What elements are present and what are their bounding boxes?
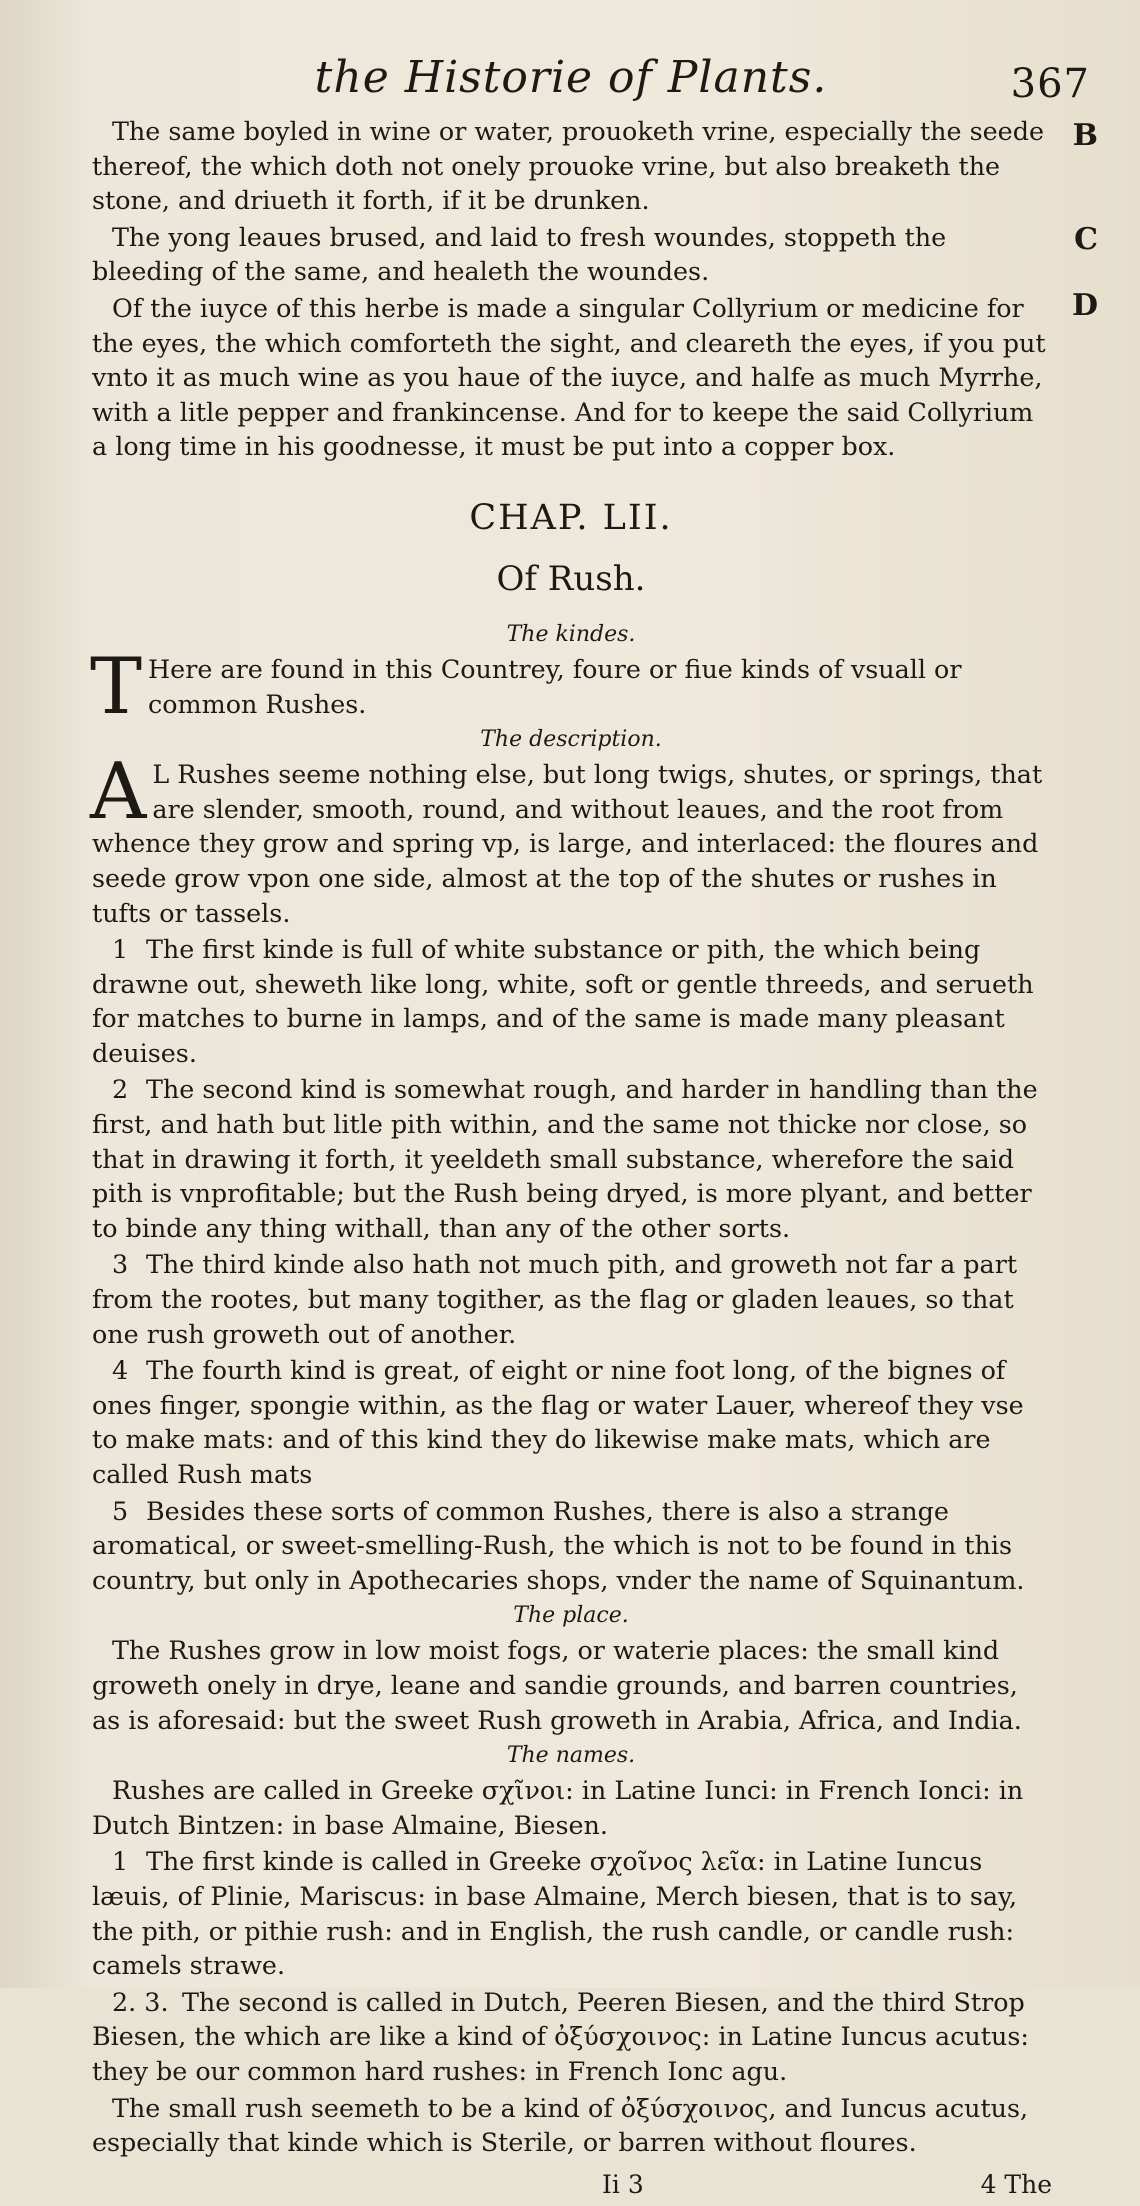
names-item	[92, 1985, 1050, 2089]
section-heading-names: The names.	[506, 1743, 636, 1769]
item-text: The first kinde is called in Greeke σχοῖνος λεῖα: in Latine Iuncus læuis, of Plinie, Mariscus: in base Almaine, Merch biesen, that is to say, the pith, or pithie rush: and in English, the rush candle, or candle rush: camels strawe.	[92, 1846, 1018, 1981]
margin-letter-b: B	[1072, 118, 1098, 153]
section-heading-place: The place.	[513, 1603, 629, 1629]
description-item	[92, 932, 1050, 1070]
paragraph-boyled: The same boyled in wine or water, prouoketh vrine, especially the seede thereof, the which doth not onely prouoke vrine, but also breaketh the stone, and driueth it forth, if it be drunken.	[92, 116, 1044, 216]
description-item	[92, 1353, 1050, 1491]
item-number: 2. 3.	[112, 1986, 169, 2017]
section-heading-kindes: The kindes.	[506, 621, 636, 647]
paragraph-names-closing: The small rush seemeth to be a kind of ὀξύσχοινος, and Iuncus acutus, especially that kinde which is Sterile, or barren without floures.	[92, 2092, 1029, 2158]
chapter-title: Of Rush.	[496, 558, 646, 599]
item-text: The second kind is somewhat rough, and harder in handling than the first, and hath but litle pith within, and the same not thicke nor close, so that in drawing it forth, it yeeldeth small substance, wherefore the said pith is vnprofitable; but the Rush being dryed, is more plyant, and better to binde any thing withall, than any of the other sorts.	[92, 1074, 1038, 1243]
running-head	[92, 46, 1090, 110]
paragraph-yong-leaues: The yong leaues brused, and laid to fresh woundes, stoppeth the bleeding of the same, and healeth the woundes.	[92, 221, 947, 287]
margin-letter-d: D	[1071, 288, 1098, 323]
margin-letter-c: C	[1074, 222, 1098, 257]
paragraph-kindes	[90, 641, 1050, 732]
running-title: the Historie of Plants.	[314, 52, 828, 103]
item-number: 1	[112, 1846, 129, 1877]
description-text: L Rushes seeme nothing else, but long twigs, shutes, or springs, that are slender, smooth, round, and without leaues, and the root from whence they grow and spring vp, is large, and interlaced: the floures and seede grow vpon one side, almost at the top of the shutes or rushes in tufts or tassels.	[92, 759, 1043, 928]
section-heading-description: The description.	[480, 727, 662, 753]
item-text: Besides these sorts of common Rushes, there is also a strange aromatical, or sweet-smelling-Rush, the which is not to be found in this country, but only in Apothecaries shops, vnder the name of Squinantum.	[92, 1495, 1025, 1595]
kindes-text: Here are found in this Countrey, foure or fiue kinds of vsuall or common Rushes.	[148, 653, 962, 719]
paragraph-place: The Rushes grow in low moist fogs, or waterie places: the small kind groweth onely in drye, leane and sandie grounds, and barren countries, as is aforesaid: but the sweet Rush groweth in Arabia, Africa, and India.	[92, 1635, 1022, 1735]
paragraph-names: Rushes are called in Greeke σχῖνοι: in Latine Iunci: in French Ionci: in Dutch Bintzen: in base Almaine, Biesen.	[92, 1775, 1024, 1840]
paragraph-description	[90, 747, 1050, 930]
chapter-number: CHAP. LII.	[469, 497, 673, 538]
dropcap-t: T	[90, 641, 143, 732]
signature-mark: Ii 3	[602, 2169, 644, 2199]
paragraph-collyrium: Of the iuyce of this herbe is made a singular Collyrium or medicine for the eyes, the which comforteth the sight, and cleareth the eyes, if you put vnto it as much wine as you haue of the iuyce, and halfe as much Myrrhe, with a litle pepper and frankincense. And for to keepe the said Collyrium a long time in his goodnesse, it must be put into a copper box.	[92, 292, 1046, 462]
item-number: 2	[112, 1074, 129, 1105]
catchword: 4 The	[980, 2169, 1052, 2199]
item-text: The third kinde also hath not much pith, and groweth not far a part from the rootes, but many togither, as the flag or gladen leaues, so that one rush groweth out of another.	[92, 1249, 1018, 1349]
description-item	[92, 1247, 1050, 1351]
description-item	[92, 1072, 1050, 1245]
dropcap-a: A	[90, 747, 147, 838]
item-text: The first kinde is full of white substance or pith, the which being drawne out, sheweth like long, white, soft or gentle threeds, and serueth for matches to burne in lamps, and of the same is made many pleasant deuises.	[92, 934, 1034, 1068]
item-number: 3	[112, 1249, 129, 1280]
item-number: 4	[112, 1355, 129, 1386]
item-number: 1	[112, 934, 129, 965]
page-footer	[92, 2166, 1050, 2206]
item-text: The second is called in Dutch, Peeren Biesen, and the third Strop Biesen, the which are like a kind of ὀξύσχοινος: in Latine Iuncus acutus: they be our common hard rushes: in French Ionc agu.	[92, 1986, 1029, 2086]
page-number: 367	[1010, 61, 1090, 107]
names-item	[92, 1844, 1050, 1982]
description-item	[92, 1494, 1050, 1598]
item-text: The fourth kind is great, of eight or nine foot long, of the bignes of ones finger, spongie within, as the flag or water Lauer, whereof they vse to make mats: and of this kind they do likewise make mats, which are called Rush mats	[92, 1355, 1024, 1489]
item-number: 5	[112, 1495, 129, 1526]
